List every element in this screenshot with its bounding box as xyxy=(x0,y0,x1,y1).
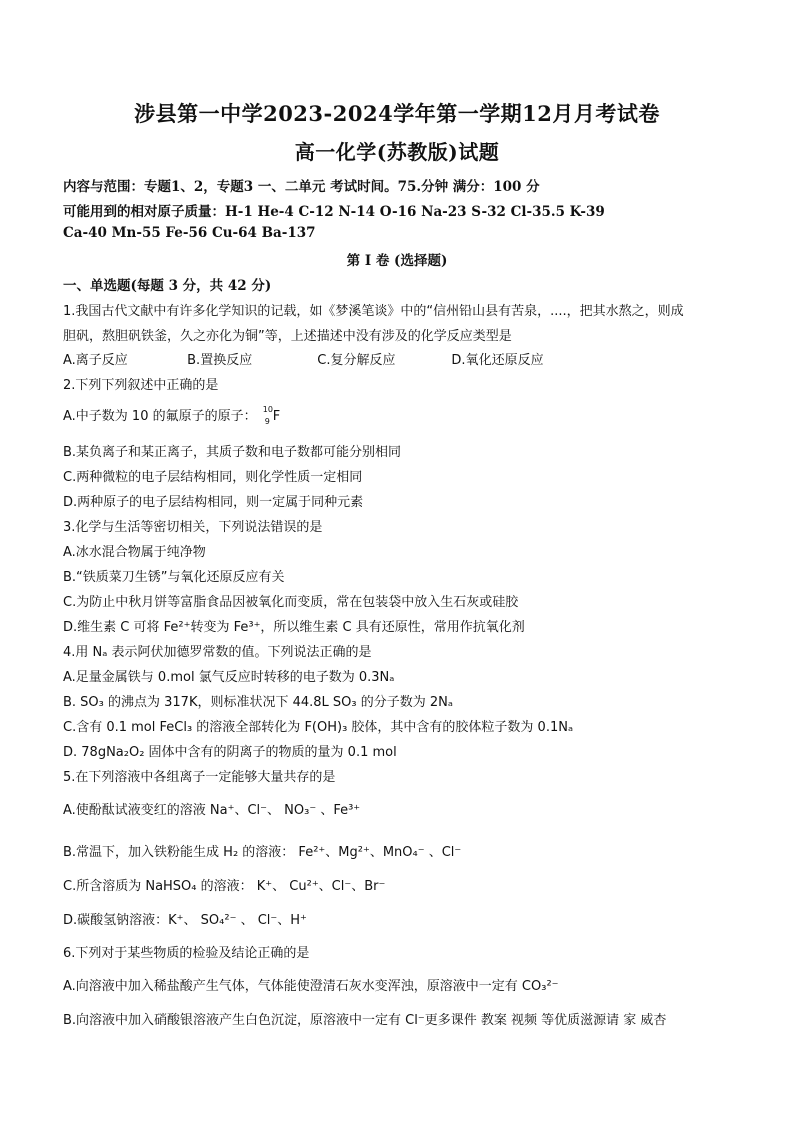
q3-option-a[interactable]: A.冰水混合物属于纯净物 xyxy=(63,545,206,560)
q3-option-c[interactable]: C.为防止中秋月饼等富脂食品因被氧化而变质，常在包装袋中放入生石灰或硅胶 xyxy=(63,595,519,610)
q2-option-a-text: A.中子数为 10 的氟原子的原子： xyxy=(63,409,257,424)
q1-options xyxy=(63,349,544,368)
fluorine-isotope-symbol xyxy=(261,404,273,426)
atomic-number: 9 xyxy=(264,416,270,426)
q5-option-c[interactable]: C.所含溶质为 NaHSO₄ 的溶液： K⁺、 Cu²⁺、Cl⁻、Br⁻ xyxy=(63,879,386,894)
single-choice-heading: 一、单选题(每题 3 分，共 42 分) xyxy=(63,278,272,294)
q3-option-b[interactable]: B.“铁质菜刀生锈”与氧化还原反应有关 xyxy=(63,570,285,585)
q1-option-c[interactable]: C.复分解反应 xyxy=(317,353,396,368)
q2-stem: 2.下列下列叙述中正确的是 xyxy=(63,378,219,393)
q4-option-b[interactable]: B. SO₃ 的沸点为 317K，则标准状况下 44.8L SO₃ 的分子数为 2Nₐ xyxy=(63,695,453,710)
q6-stem: 6.下列对于某些物质的检验及结论正确的是 xyxy=(63,946,310,961)
q6-option-a[interactable]: A.向溶液中加入稀盐酸产生气体，气体能使澄清石灰水变浑浊，原溶液中一定有 CO₃²⁻ xyxy=(63,979,559,994)
exam-scope-info: 内容与范围：专题1、2，专题3 一、二单元 考试时间。75.分钟 满分：100 分 xyxy=(63,179,540,195)
atomic-mass-list-continued: Ca-40 Mn-55 Fe-56 Cu-64 Ba-137 xyxy=(63,225,316,241)
q5-option-a[interactable]: A.使酚酞试液变红的溶液 Na⁺、Cl⁻、 NO₃⁻ 、Fe³⁺ xyxy=(63,803,361,818)
q5-option-b[interactable]: B.常温下，加入铁粉能生成 H₂ 的溶液： Fe²⁺、Mg²⁺、MnO₄⁻ 、Cl⁻ xyxy=(63,845,462,860)
q1-stem-line2: 胆矾，熬胆矾铁釜，久之亦化为铜”等，上述描述中没有涉及的化学反应类型是 xyxy=(63,329,512,344)
q4-stem: 4.用 Nₐ 表示阿伏加德罗常数的值。下列说法正确的是 xyxy=(63,645,372,660)
q2-option-c[interactable]: C.两种微粒的电子层结构相同，则化学性质一定相同 xyxy=(63,470,363,485)
mass-number: 10 xyxy=(262,404,273,414)
q1-stem-line1: 1.我国古代文献中有许多化学知识的记载，如《梦溪笔谈》中的“信州铅山县有苦泉，....，把其水熬之，则成 xyxy=(63,304,684,319)
q5-option-d[interactable]: D.碳酸氢钠溶液：K⁺、 SO₄²⁻ 、 Cl⁻、H⁺ xyxy=(63,913,307,928)
q1-option-b[interactable]: B.置换反应 xyxy=(187,353,253,368)
q2-option-b[interactable]: B.某负离子和某正离子，其质子数和电子数都可能分别相同 xyxy=(63,445,402,460)
q6-option-b[interactable]: B.向溶液中加入硝酸银溶液产生白色沉淀，原溶液中一定有 Cl⁻更多课件 教案 视频 等优质滋源请 家 威杏 xyxy=(63,1013,667,1028)
atomic-mass-list: 可能用到的相对原子质量：H-1 He-4 C-12 N-14 O-16 Na-23 S-32 Cl-35.5 K-39 xyxy=(63,204,605,220)
part-one-heading: 第 I 卷 (选择题) xyxy=(346,253,448,269)
q1-option-a[interactable]: A.离子反应 xyxy=(63,353,128,368)
q3-option-d[interactable]: D.维生素 C 可将 Fe²⁺转变为 Fe³⁺，所以维生素 C 具有还原性，常用作抗氧化剂 xyxy=(63,620,525,635)
exam-subtitle: 高一化学(苏教版)试题 xyxy=(294,140,500,164)
q5-stem: 5.在下列溶液中各组离子一定能够大量共存的是 xyxy=(63,770,336,785)
q3-stem: 3.化学与生活等密切相关，下列说法错误的是 xyxy=(63,520,323,535)
element-symbol: F xyxy=(272,409,281,424)
q1-option-d[interactable]: D.氧化还原反应 xyxy=(451,353,544,368)
q2-option-a[interactable] xyxy=(63,405,280,425)
q4-option-d[interactable]: D. 78gNa₂O₂ 固体中含有的阴离子的物质的量为 0.1 mol xyxy=(63,745,397,760)
q4-option-c[interactable]: C.含有 0.1 mol FeCl₃ 的溶液全部转化为 F(OH)₃ 胶体，其中含有的胶体粒子数为 0.1Nₐ xyxy=(63,720,574,735)
q4-option-a[interactable]: A.足量金属铁与 0.mol 氯气反应时转移的电子数为 0.3Nₐ xyxy=(63,670,395,685)
exam-title: 涉县第一中学2023-2024学年第一学期12月月考试卷 xyxy=(134,101,660,126)
q2-option-d[interactable]: D.两种原子的电子层结构相同，则一定属于同种元素 xyxy=(63,495,364,510)
